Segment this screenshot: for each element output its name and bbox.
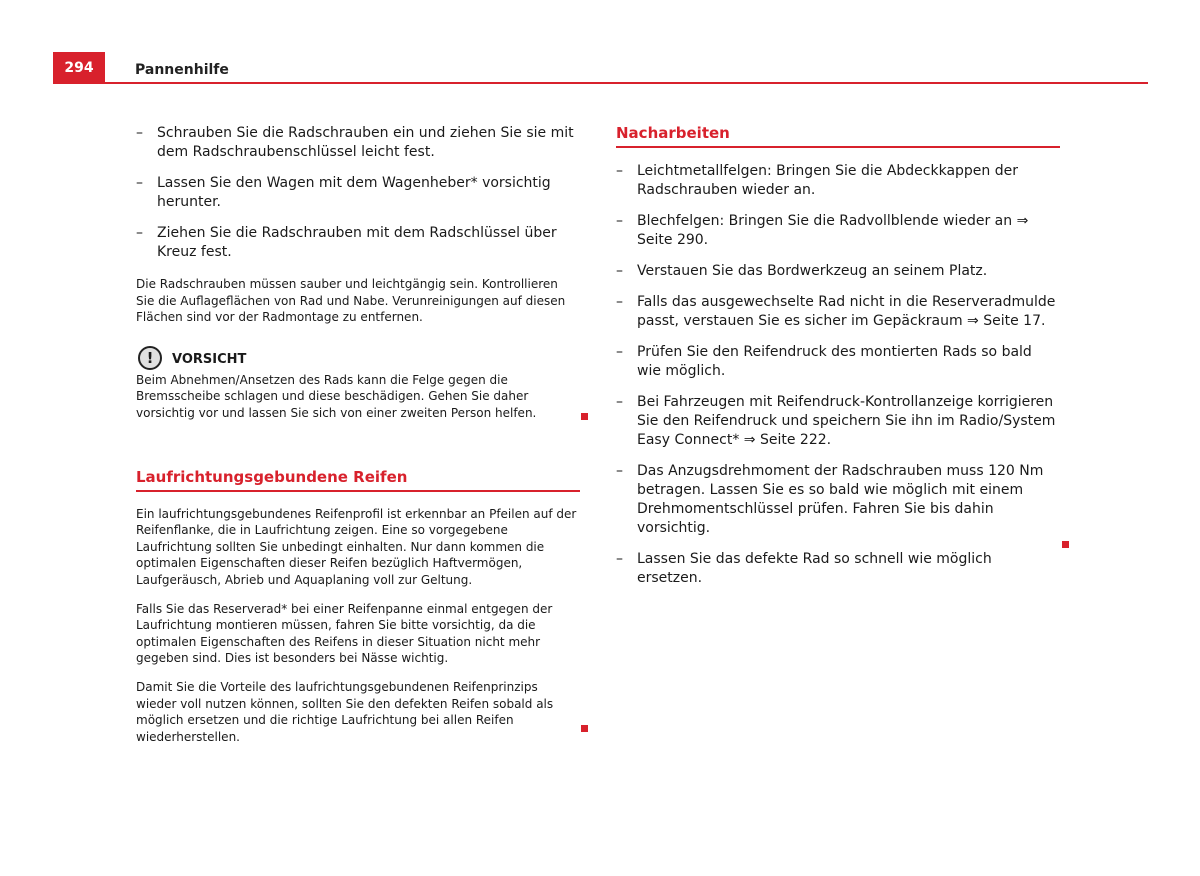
dash: –: [616, 294, 623, 310]
section-paragraph: Falls Sie das Reserverad* bei einer Reifenpanne einmal entgegen der Laufrichtung montieren müssen, fahren Sie bitte vorsichtig, da die optimalen Eigenschaften des Reifens in dieser Situation nicht mehr gegeben sind. Dies ist besonders bei Nässe wichtig.: [136, 601, 553, 666]
warning-header: [136, 346, 580, 370]
section-paragraph: Ein laufrichtungsgebundenes Reifenprofil ist erkennbar an Pfeilen auf der Reifenflanke, die in Laufrichtung zeigen. Eine so vorgegebene Laufrichtung sollten Sie unbedingt einhalten. Nur dann kommen die optimalen Eigenschaften dieser Reifen bezüglich Haftvermögen, Laufgeräusch, Abrieb und Aquaplaning voll zur Geltung.: [136, 506, 577, 587]
bullet-text: Prüfen Sie den Reifendruck des montierten Rads so bald wie möglich.: [637, 344, 1032, 379]
section-heading: Nacharbeiten: [616, 124, 1060, 148]
bullet-text: Das Anzugsdrehmoment der Radschrauben muss 120 Nm betragen. Lassen Sie es so bald wie möglich mit einem Drehmomentschlüssel prüfen. Fahren Sie bis dahin vorsichtig.: [637, 463, 1044, 536]
bullet-text: Lassen Sie den Wagen mit dem Wagenheber* vorsichtig herunter.: [157, 175, 551, 210]
section-paragraph: Damit Sie die Vorteile des laufrichtungsgebundenen Reifenprinzips wieder voll nutzen können, sollten Sie den defekten Reifen sobald als möglich ersetzen und die richtige Laufrichtung bei allen Reifen wiederherstellen.: [136, 679, 554, 744]
bullet-text: Blechfelgen: Bringen Sie die Radvollblende wieder an ⇒ Seite 290.: [637, 213, 1029, 248]
exclamation-icon: !: [138, 346, 162, 370]
dash: –: [136, 175, 143, 191]
section-heading: Laufrichtungsgebundene Reifen: [136, 468, 580, 492]
end-marker: [581, 725, 588, 732]
bullet-text: Ziehen Sie die Radschrauben mit dem Radschlüssel über Kreuz fest.: [157, 225, 557, 260]
list-item: [616, 393, 1060, 450]
note-paragraph: Die Radschrauben müssen sauber und leichtgängig sein. Kontrollieren Sie die Auflageflächen von Rad und Nabe. Verunreinigungen auf diesen Flächen sind vor der Radmontage zu entfernen.: [136, 277, 566, 325]
dash: –: [616, 163, 623, 179]
bullet-text: Lassen Sie das defekte Rad so schnell wie möglich ersetzen.: [637, 551, 992, 586]
dash: –: [616, 551, 623, 567]
list-item: [616, 262, 1060, 281]
list-item: [136, 124, 580, 162]
list-item: [136, 224, 580, 262]
header-rule: [53, 82, 1148, 84]
dash: –: [616, 263, 623, 279]
dash: –: [616, 344, 623, 360]
right-column: [616, 124, 1060, 600]
list-item: [616, 550, 1060, 588]
list-item: [616, 212, 1060, 250]
warning-title: VORSICHT: [172, 352, 247, 368]
dash: –: [616, 213, 623, 229]
list-item: [616, 293, 1060, 331]
dash: –: [136, 125, 143, 141]
list-item: [616, 162, 1060, 200]
bullet-text: Falls das ausgewechselte Rad nicht in die Reserveradmulde passt, verstauen Sie es sicher im Gepäckraum ⇒ Seite 17.: [637, 294, 1056, 329]
bullet-text: Schrauben Sie die Radschrauben ein und ziehen Sie sie mit dem Radschraubenschlüssel leicht fest.: [157, 125, 574, 160]
end-marker: [581, 413, 588, 420]
list-item: [136, 174, 580, 212]
dash: –: [616, 463, 623, 479]
list-item: [616, 462, 1060, 538]
bullet-text: Verstauen Sie das Bordwerkzeug an seinem Platz.: [637, 263, 988, 279]
dash: –: [616, 394, 623, 410]
end-marker: [1062, 541, 1069, 548]
list-item: [616, 343, 1060, 381]
warning-text: Beim Abnehmen/Ansetzen des Rads kann die Felge gegen die Bremsscheibe schlagen und diese beschädigen. Gehen Sie daher vorsichtig vor und lassen Sie sich von einer zweiten Person helfen.: [136, 372, 537, 420]
page-title: Pannenhilfe: [135, 62, 229, 78]
dash: –: [136, 225, 143, 241]
left-column: [136, 124, 580, 757]
bullet-text: Leichtmetallfelgen: Bringen Sie die Abdeckkappen der Radschrauben wieder an.: [637, 163, 1018, 198]
bullet-text: Bei Fahrzeugen mit Reifendruck-Kontrollanzeige korrigieren Sie den Reifendruck und speichern Sie ihn im Radio/System Easy Connect* ⇒ Seite 222.: [637, 394, 1056, 448]
page-number: 294: [53, 52, 105, 84]
